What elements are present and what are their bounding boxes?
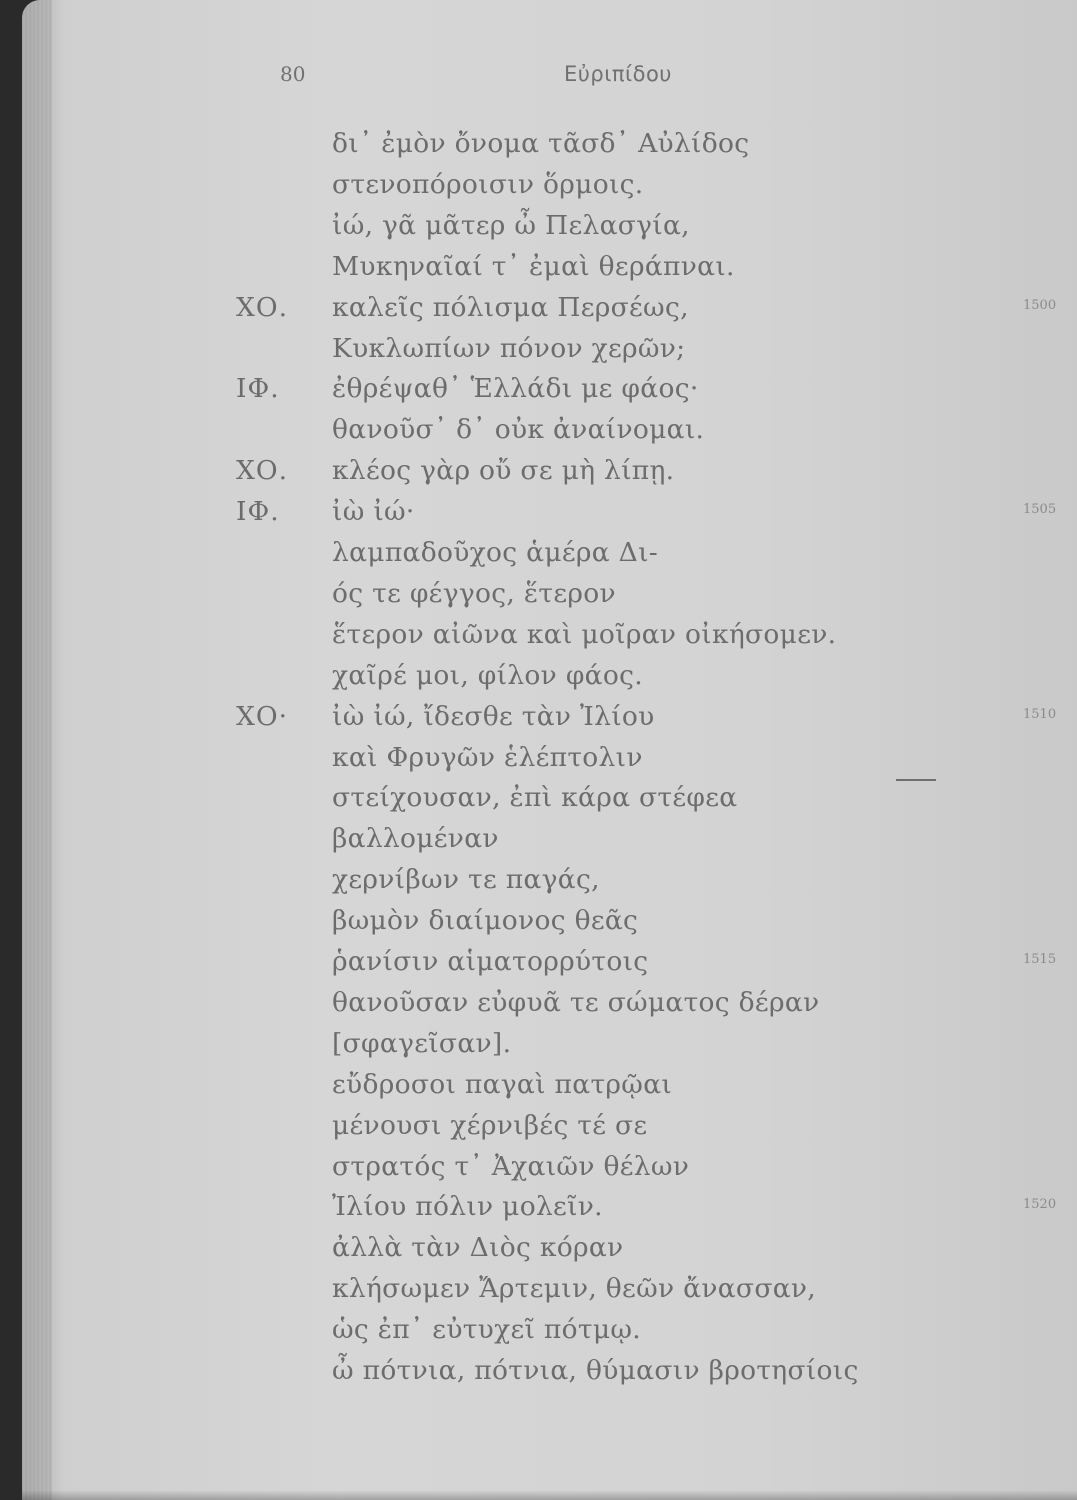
verse-line: [22, 1069, 1077, 1109]
verse-text: λαμπαδοῦχος ἁμέρα Δι-: [332, 537, 659, 568]
verse-line: [22, 1110, 1077, 1150]
verse-line: [22, 1191, 1077, 1231]
verse-line: [22, 1151, 1077, 1191]
verse-line: [22, 333, 1077, 373]
verse-text: ἰὼ ἰώ, ἴδεσθε τὰν Ἰλίου: [332, 700, 655, 732]
verse-line: [22, 823, 1077, 863]
page-bottom-shadow: [22, 1490, 1077, 1500]
verse-text: ἰώ, γᾶ μᾶτερ ὦ Πελασγία,: [332, 209, 690, 241]
verse-line: [22, 1232, 1077, 1272]
verse-text: μένουσι χέρνιβές τέ σε: [332, 1109, 648, 1141]
line-number: 1515: [1023, 952, 1057, 967]
verse-line: [22, 660, 1077, 700]
speaker-label: ΧΟ.: [236, 455, 289, 487]
verse-text: χερνίβων τε παγάς,: [332, 864, 600, 896]
verse-text: κλήσωμεν Ἄρτεμιν, θεῶν ἄνασσαν,: [332, 1273, 817, 1305]
running-head: Εὐριπίδου: [564, 62, 672, 86]
verse-text: στείχουσαν, ἐπὶ κάρα στέφεα: [332, 782, 738, 814]
verse-text: στρατός τ᾿ Ἀχαιῶν θέλων: [332, 1150, 690, 1182]
verse-text: ός τε φέγγος, ἕτερον: [332, 577, 616, 609]
verse-line: [22, 1028, 1077, 1068]
verse-line: [22, 905, 1077, 945]
verse-text: Μυκηναῖαί τ᾿ ἐμαὶ θεράπναι.: [332, 250, 735, 282]
verse-text: χαῖρέ μοι, φίλον φάος.: [332, 659, 643, 691]
verse-line: [22, 210, 1077, 250]
speaker-label: ΧΟ.: [236, 291, 289, 323]
verse-text: ἐθρέψαθ᾿ Ἑλλάδι με φάος·: [332, 373, 699, 405]
verse-text: ὦ πότνια, πότνια, θύμασιν βροτησίοις: [332, 1355, 859, 1386]
verse-text: ὡς ἐπ᾿ εὐτυχεῖ πότμῳ.: [332, 1314, 641, 1346]
verse-text: στενοπόροισιν ὅρμοις.: [332, 168, 644, 200]
verse-text: ῥανίσιν αἱματορρύτοις: [332, 946, 649, 977]
verse-line: [22, 414, 1077, 454]
verse-line: [22, 619, 1077, 659]
verse-text: [σφαγεῖσαν].: [332, 1027, 512, 1059]
verse-text: Ἰλίου πόλιν μολεῖν.: [332, 1191, 603, 1223]
verse-text: θανοῦσαν εὐφυᾶ τε σώματος δέραν: [332, 986, 820, 1018]
verse-text: Κυκλωπίων πόνον χερῶν;: [332, 332, 686, 364]
verse-line: [22, 987, 1077, 1027]
verse-line: [22, 537, 1077, 577]
verse-text: δι᾿ ἐμὸν ὄνομα τᾶσδ᾿ Αὐλίδος: [332, 128, 750, 159]
verse-line: [22, 128, 1077, 168]
line-number: 1500: [1023, 297, 1057, 313]
speaker-label: ΧΟ·: [236, 700, 289, 732]
verse-line: [22, 782, 1077, 822]
verse-text: ἕτερον αἰῶνα καὶ μοῖραν οἰκήσομεν.: [332, 618, 837, 650]
verse-line: [22, 455, 1077, 495]
verse-line: [22, 292, 1077, 332]
margin-dash: [896, 779, 936, 781]
verse-text: βωμὸν διαίμονος θεᾶς: [332, 905, 639, 937]
verse-line: [22, 742, 1077, 782]
book-page: [22, 0, 1077, 1500]
verse-line: [22, 251, 1077, 291]
verse-text: καὶ Φρυγῶν ἑλέπτολιν: [332, 741, 643, 773]
speaker-label: ΙΦ.: [236, 496, 280, 528]
verse-text: ἀλλὰ τὰν Διὸς κόραν: [332, 1232, 624, 1264]
verse-line: [22, 701, 1077, 741]
page-number: 80: [280, 62, 306, 86]
line-number: 1505: [1023, 502, 1057, 518]
verse-line: [22, 496, 1077, 536]
verse-line: [22, 1355, 1077, 1395]
verse-text: κλέος γὰρ οὔ σε μὴ λίπῃ.: [332, 455, 675, 487]
verse-text: θανοῦσ᾿ δ᾿ οὐκ ἀναίνομαι.: [332, 414, 705, 446]
line-number: 1520: [1023, 1197, 1057, 1213]
verse-line: [22, 1314, 1077, 1354]
verse-text: ἰὼ ἰώ·: [332, 496, 415, 528]
verse-text: βαλλομέναν: [332, 823, 499, 855]
verse-line: [22, 578, 1077, 618]
speaker-label: ΙΦ.: [236, 373, 280, 405]
verse-line: [22, 373, 1077, 413]
verse-line: [22, 1273, 1077, 1313]
verse-text: εὔδροσοι παγαὶ πατρῷαι: [332, 1068, 673, 1100]
verse-line: [22, 169, 1077, 209]
verse-line: [22, 864, 1077, 904]
verse-text: καλεῖς πόλισμα Περσέως,: [332, 291, 689, 323]
line-number: 1510: [1023, 706, 1057, 722]
verse-line: [22, 946, 1077, 986]
